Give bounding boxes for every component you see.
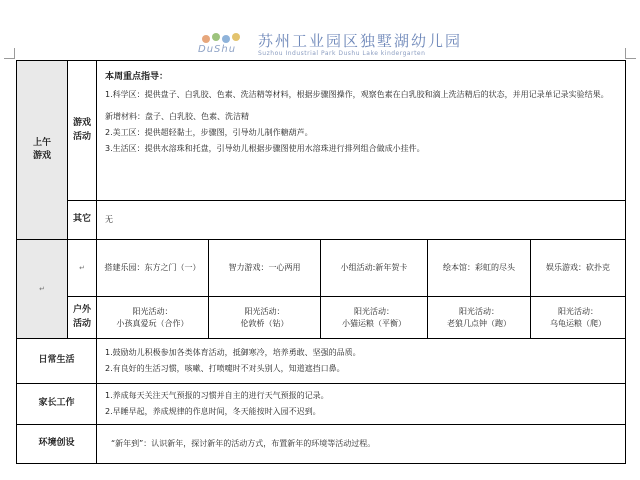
document-header [0, 0, 640, 60]
activity-cell: 绘本馆：彩虹的尽头 [427, 239, 531, 297]
game-activity-label-line-2: 活动 [72, 131, 91, 142]
daily-life-item: 2.有良好的生活习惯，咳嗽、打喷嚏时不对头别人，知道遮挡口鼻。 [105, 364, 345, 373]
weekly-focus-item: 2.美工区：提供超轻黏土，步骤图，引导幼儿制作糖葫芦。 [105, 127, 313, 137]
activities-group-label [16, 239, 68, 339]
family-work-item: 2.早睡早起，养成规律的作息时间，冬天能按时入园不迟到。 [105, 407, 321, 416]
outdoor-title: 阳光活动： [244, 306, 285, 316]
daily-life-label: 日常生活 [16, 338, 97, 384]
outdoor-title: 阳光活动： [459, 306, 499, 316]
weekly-focus-item: 新增材料：盘子、白乳胶、色素、洗洁精 [105, 111, 249, 121]
morning-games-label [16, 60, 68, 240]
outdoor-detail: 伦敦桥（钻） [240, 318, 289, 328]
environment-text: “新年到”：认识新年，探讨新年的活动方式，布置新年的环境等活动过程。 [96, 424, 626, 464]
activity-cell: 搭建乐园：东方之门（一） [96, 239, 209, 297]
outdoor-title: 阳光活动： [354, 306, 394, 316]
weekly-plan-table [16, 60, 626, 464]
paragraph-mark: ↵ [39, 284, 45, 293]
outdoor-cell [208, 296, 321, 339]
weekly-focus-item: 1.科学区：提供盘子、白乳胶、色素、洗洁精等材料，根据步骤图操作，观察色素在白乳胶和滴上洗洁精后的状态，并用记录单记录实验结果。 [105, 89, 609, 99]
school-name-cn: 苏州工业园区独墅湖幼儿园 [258, 32, 463, 50]
activity-cell: 小组活动:新年贺卡 [320, 239, 428, 297]
logo-letters: DuShu [198, 44, 237, 55]
daily-life-cell [96, 338, 626, 384]
game-activity-label-line-1: 游戏 [72, 118, 91, 128]
outdoor-cell [96, 296, 209, 339]
environment-label: 环境创设 [16, 424, 97, 464]
morning-label-line-2: 游戏 [32, 151, 51, 161]
outdoor-label-line-1: 户外 [72, 305, 91, 315]
outdoor-cell [530, 296, 626, 339]
morning-label-line-1: 上午 [32, 137, 51, 148]
activity-cell: 智力游戏：一心两用 [208, 239, 321, 297]
activities-row-label [67, 239, 97, 297]
paragraph-mark: ↵ [79, 263, 85, 272]
weekly-focus-title: 本周重点指导： [105, 72, 169, 82]
weekly-focus-cell [96, 60, 626, 201]
other-label: 其它 [67, 200, 97, 240]
family-work-label: 家长工作 [16, 383, 97, 425]
school-name-en: Suzhou Industrial Park Dushu Lake kindergarten [258, 50, 426, 57]
outdoor-cell [427, 296, 531, 339]
outdoor-title: 阳光活动： [132, 306, 173, 316]
activity-cell: 娱乐游戏：砍扑克 [530, 239, 626, 297]
daily-life-item: 1.鼓励幼儿积极参加各类体育活动，抵御寒冷，培养勇敢、坚强的品质。 [105, 348, 361, 357]
outdoor-title: 阳光活动： [558, 306, 598, 316]
outdoor-detail: 老狼几点钟（跑） [447, 318, 511, 328]
family-work-item: 1.养成每天关注天气预报的习惯并自主的进行天气预报的记录。 [105, 391, 329, 400]
outdoor-activity-label [67, 296, 97, 339]
outdoor-cell [320, 296, 428, 339]
family-work-cell [96, 383, 626, 425]
game-activity-label [67, 60, 97, 201]
outdoor-detail: 小猫运粮（平衡） [342, 318, 406, 328]
outdoor-detail: 小孩真爱玩（合作） [116, 318, 189, 328]
other-value: 无 [96, 200, 626, 240]
outdoor-label-line-2: 活动 [72, 318, 91, 329]
weekly-focus-item: 3.生活区：提供水溶珠和托盘，引导幼儿根据步骤图使用水溶珠进行排列组合做成小挂件。 [105, 143, 425, 153]
outdoor-detail: 乌龟运粮（爬） [550, 318, 606, 328]
